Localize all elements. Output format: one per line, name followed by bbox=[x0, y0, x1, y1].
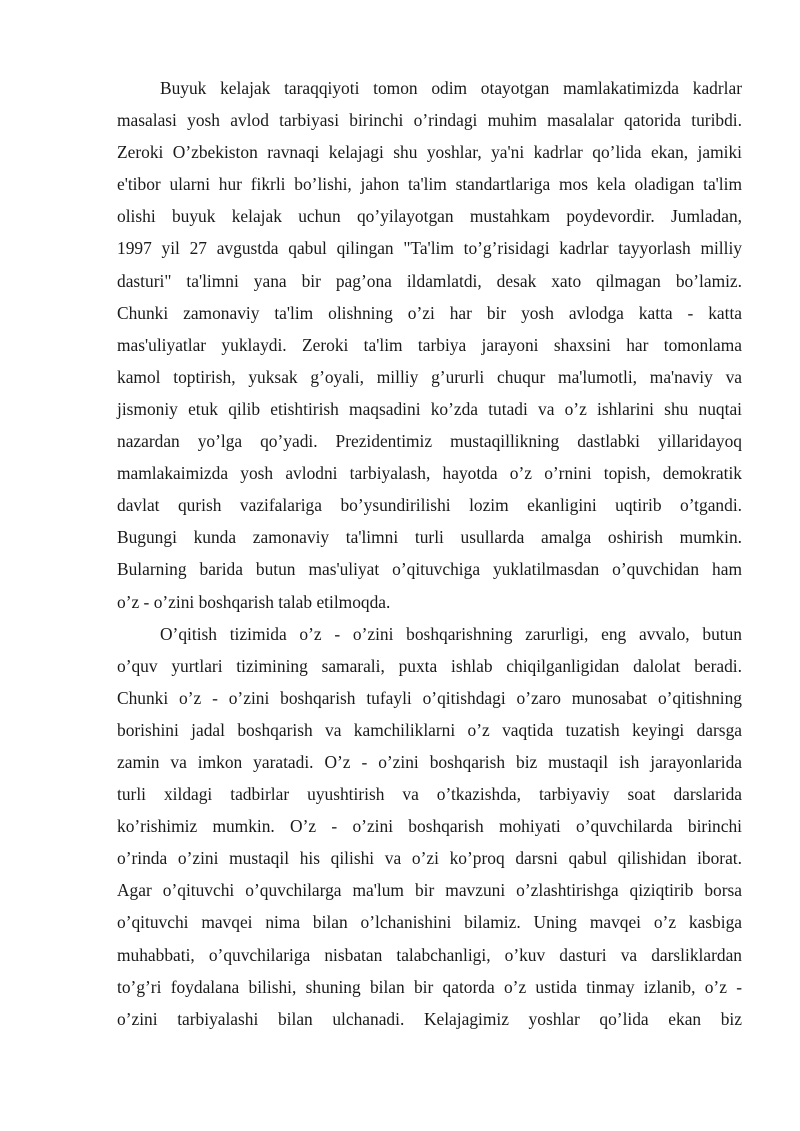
text-line: ko’rishimiz mumkin. O’z - o’zini boshqarish mohiyati o’quvchilarda birinchi bbox=[117, 816, 742, 837]
text-line: o’qituvchi mavqei nima bilan o’lchanishini bilamiz. Uning mavqei o’z kasbiga bbox=[117, 912, 742, 933]
text-line: dasturi" ta'limni yana bir pag’ona ildamlatdi, desak xato qilmagan bo’lamiz. bbox=[117, 270, 742, 291]
text-line: turli xildagi tadbirlar uyushtirish va o’tkazishda, tarbiyaviy soat darslarida bbox=[117, 784, 742, 805]
text-line: 1997 yil 27 avgustda qabul qilingan "Ta'lim to’g’risidagi kadrlar tayyorlash milliy bbox=[117, 238, 742, 259]
text-line: O’qitish tizimida o’z - o’zini boshqarishning zarurligi, eng avvalo, butun bbox=[160, 623, 742, 644]
text-line: e'tibor ularni hur fikrli bo’lishi, jahon ta'lim standartlariga mos kela oladigan ta'lim bbox=[117, 174, 742, 195]
text-line: borishini jadal boshqarish va kamchiliklarni o’z vaqtida tuzatish keyingi darsga bbox=[117, 719, 742, 740]
text-line: mas'uliyatlar yuklaydi. Zeroki ta'lim tarbiya jarayoni shaxsini har tomonlama bbox=[117, 334, 742, 355]
text-line: davlat qurish vazifalariga bo’ysundirilishi lozim ekanligini uqtirib o’tgandi. bbox=[117, 495, 742, 516]
text-line: Zeroki O’zbekiston ravnaqi kelajagi shu yoshlar, ya'ni kadrlar qo’lida ekan, jamiki bbox=[117, 142, 742, 163]
text-line: to’g’ri foydalana bilishi, shuning bilan bir qatorda o’z ustida tinmay izlanib, o’z - bbox=[117, 976, 742, 997]
text-line: nazardan yo’lga qo’yadi. Prezidentimiz mustaqillikning dastlabki yillaridayoq bbox=[117, 431, 742, 452]
text-line: o’z - o’zini boshqarish talab etilmoqda. bbox=[117, 591, 391, 612]
paragraph-2 bbox=[117, 618, 742, 1035]
text-line: Bularning barida butun mas'uliyat o’qituvchiga yuklatilmasdan o’quvchidan ham bbox=[117, 559, 742, 580]
text-line: o’rinda o’zini mustaqil his qilishi va o’zi ko’proq darsni qabul qilishidan iborat. bbox=[117, 848, 742, 869]
text-line: Agar o’qituvchi o’quvchilarga ma'lum bir mavzuni o’zlashtirishga qiziqtirib borsa bbox=[117, 880, 742, 901]
text-line: Chunki zamonaviy ta'lim olishning o’zi har bir yosh avlodga katta - katta bbox=[117, 302, 742, 323]
text-line: muhabbati, o’quvchilariga nisbatan talabchanligi, o’kuv dasturi va darsliklardan bbox=[117, 944, 742, 965]
text-line: olishi buyuk kelajak uchun qo’yilayotgan mustahkam poydevordir. Jumladan, bbox=[117, 206, 742, 227]
text-line: kamol toptirish, yuksak g’oyali, milliy g’ururli chuqur ma'lumotli, ma'naviy va bbox=[117, 366, 742, 387]
text-line: jismoniy etuk qilib etishtirish maqsadini ko’zda tutadi va o’z ishlarini shu nuqtai bbox=[117, 398, 742, 419]
text-line: zamin va imkon yaratadi. O’z - o’zini boshqarish biz mustaqil ish jarayonlarida bbox=[117, 751, 742, 772]
text-line: Bugungi kunda zamonaviy ta'limni turli usullarda amalga oshirish mumkin. bbox=[117, 527, 742, 548]
text-line: masalasi yosh avlod tarbiyasi birinchi o’rindagi muhim masalalar qatorida turibdi. bbox=[117, 110, 742, 131]
text-line: o’zini tarbiyalashi bilan ulchanadi. Kelajagimiz yoshlar qo’lida ekan biz bbox=[117, 1008, 742, 1029]
paragraph-1 bbox=[117, 72, 742, 618]
document-body bbox=[117, 72, 742, 1035]
text-line: mamlakaimizda yosh avlodni tarbiyalash, hayotda o’z o’rnini topish, demokratik bbox=[117, 463, 742, 484]
text-line: Buyuk kelajak taraqqiyoti tomon odim otayotgan mamlakatimizda kadrlar bbox=[160, 78, 742, 98]
text-line: o’quv yurtlari tizimining samarali, puxta ishlab chiqilganligidan dalolat beradi. bbox=[117, 655, 742, 676]
text-line: Chunki o’z - o’zini boshqarish tufayli o’qitishdagi o’zaro munosabat o’qitishning bbox=[117, 687, 742, 708]
